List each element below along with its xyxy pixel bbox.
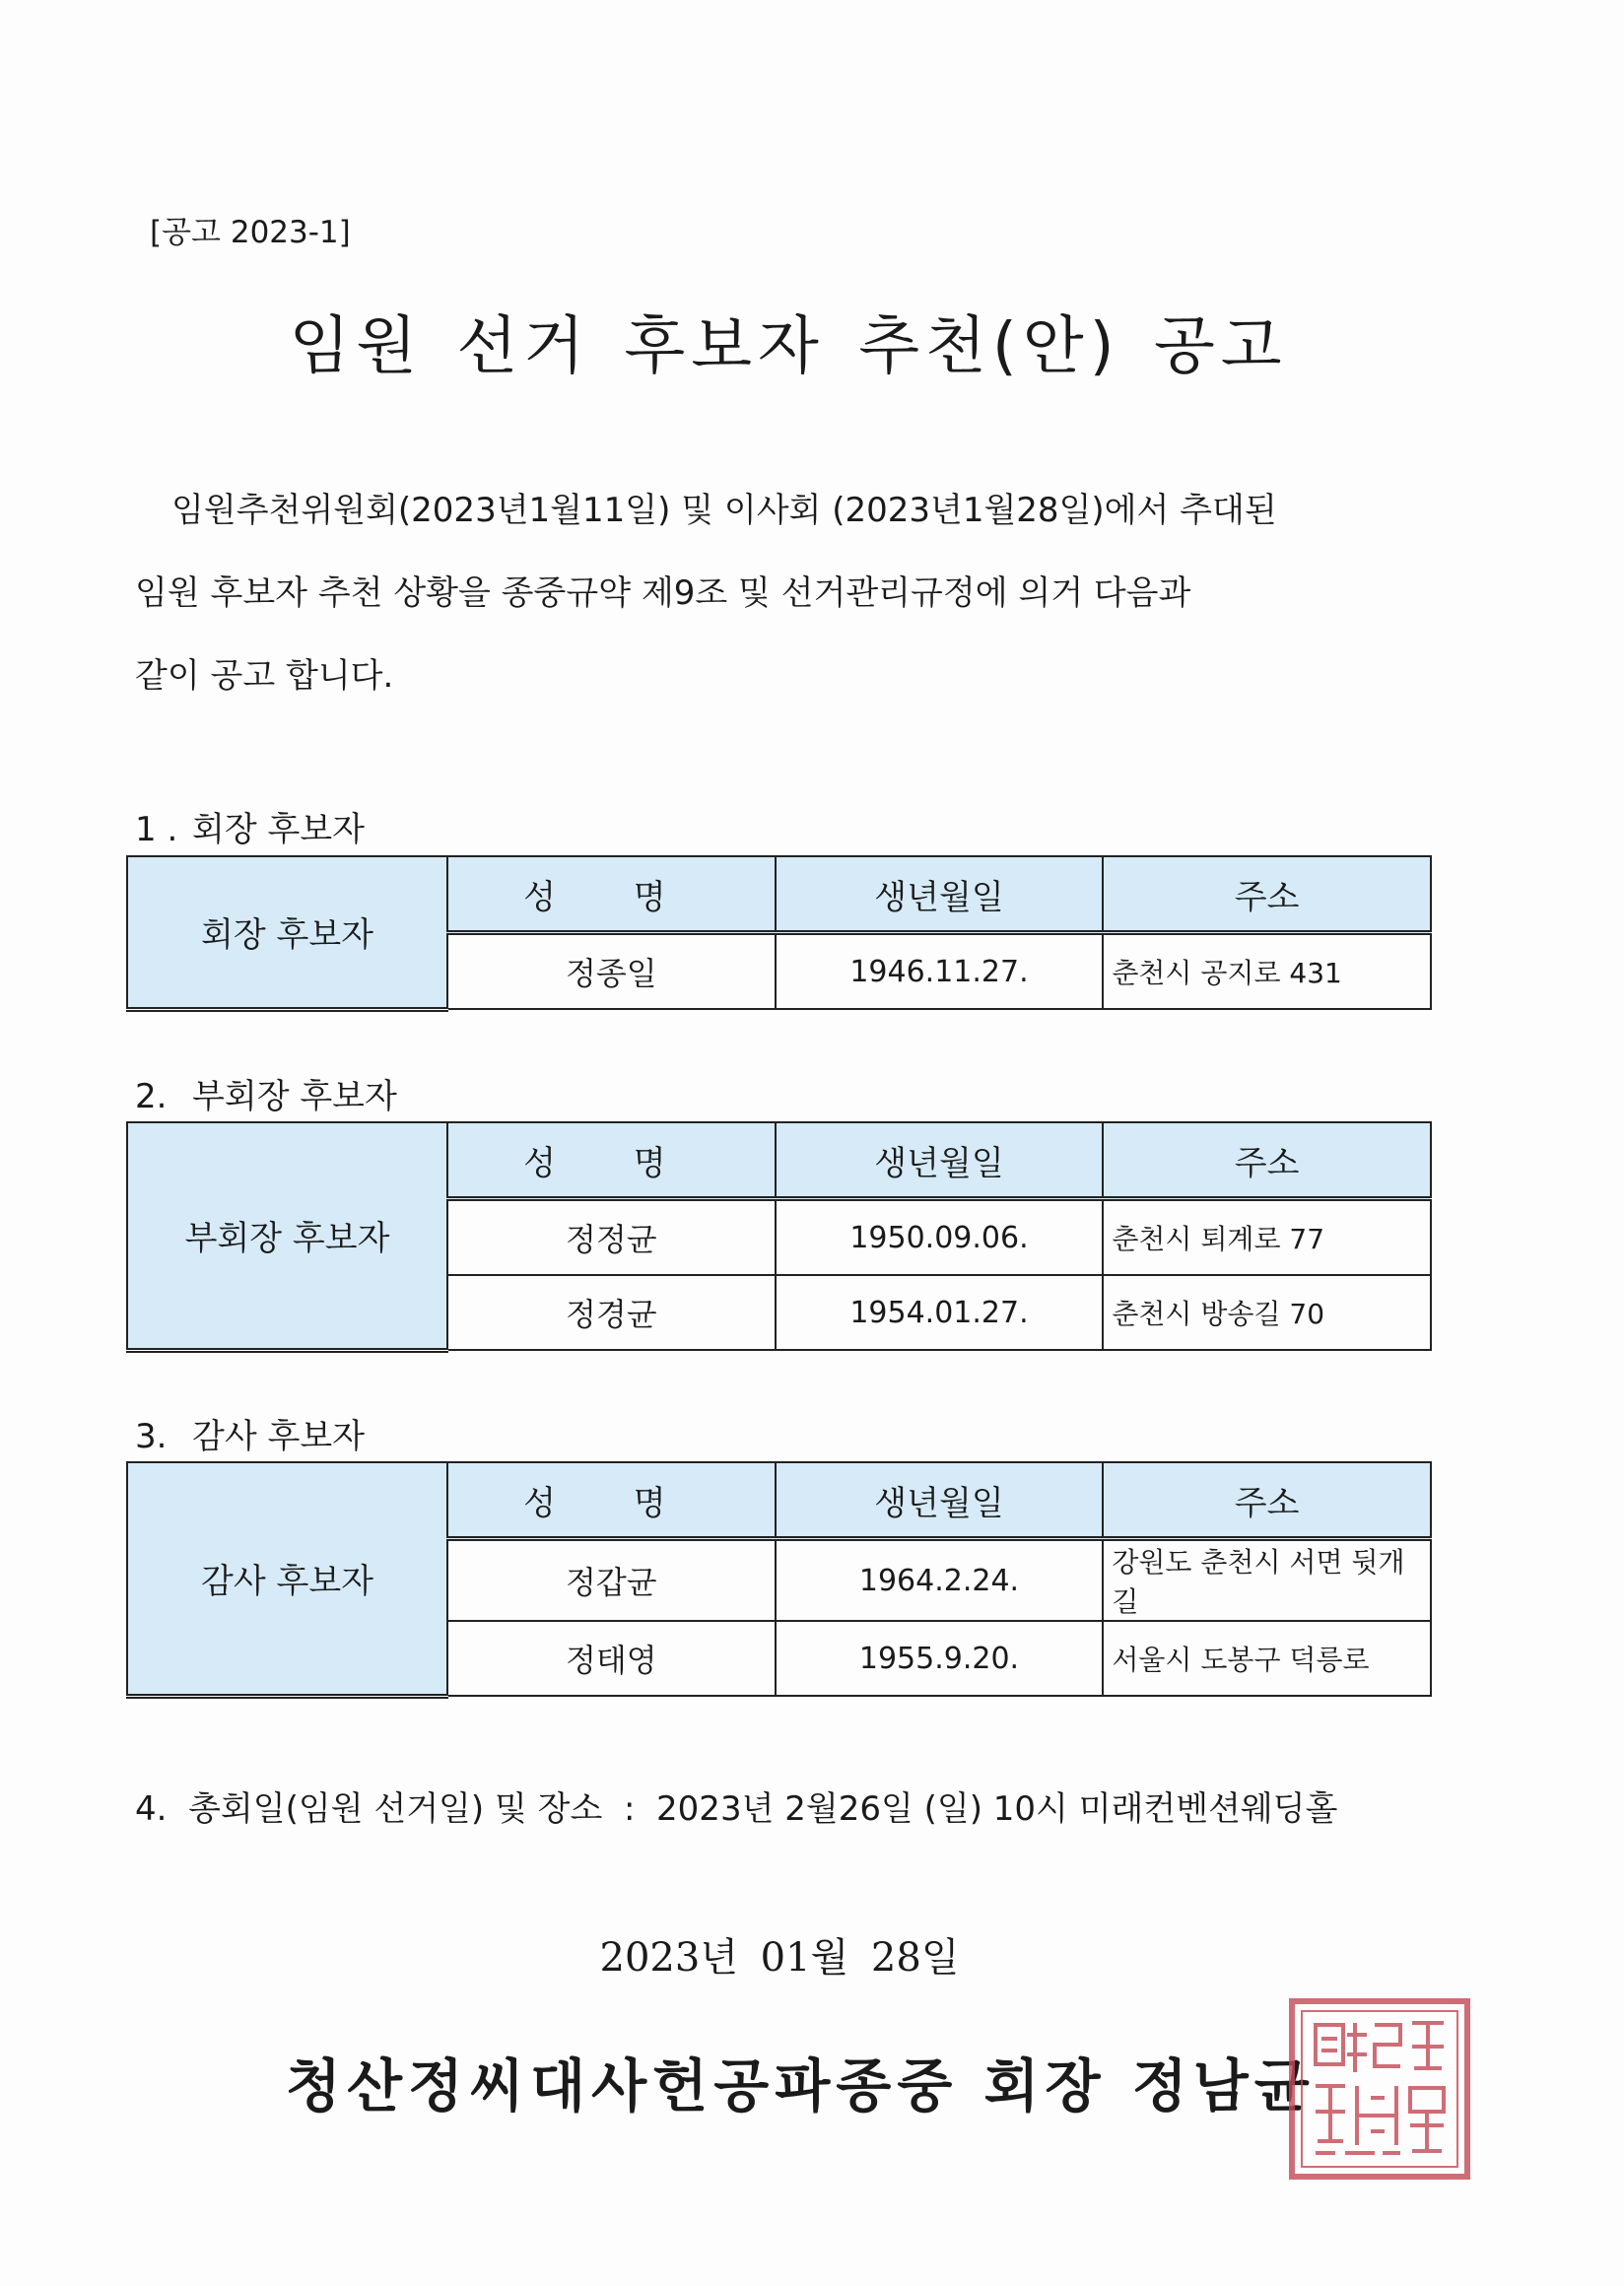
- candidate-address: 강원도 춘천시 서면 뒷개길: [1103, 1539, 1431, 1622]
- name-column-header: 성 명: [447, 1122, 776, 1199]
- section-title: 회장 후보자: [192, 810, 366, 849]
- candidate-birth: 1964.2.24.: [776, 1539, 1104, 1622]
- candidate-address: 춘천시 공지로 431: [1103, 933, 1431, 1010]
- section-heading-president: [135, 802, 365, 850]
- name-column-header: 성 명: [447, 1462, 776, 1539]
- intro-line: 같이 공고 합니다.: [135, 656, 394, 696]
- section-heading-auditor: [135, 1409, 365, 1457]
- candidate-birth: 1955.9.20.: [776, 1621, 1104, 1696]
- birth-column-header: 생년월일: [776, 1122, 1104, 1199]
- candidate-name: 정경균: [447, 1275, 776, 1350]
- issue-date: 2023년 01월 28일: [599, 1935, 960, 1981]
- auditor-candidate-table: [126, 1461, 1432, 1699]
- section-number: 3.: [135, 1417, 168, 1456]
- candidate-name: 정갑균: [447, 1539, 776, 1622]
- role-cell: 감사 후보자: [127, 1462, 447, 1696]
- role-cell: 회장 후보자: [127, 856, 447, 1009]
- intro-line: 임원 후보자 추천 상황을 종중규약 제9조 및 선거관리규정에 의거 다음과: [135, 573, 1191, 613]
- table-header-row: [127, 1462, 1431, 1539]
- table-header-row: [127, 1122, 1431, 1199]
- president-candidate-table: [126, 855, 1432, 1012]
- signature-line: 청산정씨대사헌공파종중 회장 정남균: [286, 2052, 1316, 2119]
- birth-column-header: 생년월일: [776, 1462, 1104, 1539]
- meeting-value: 2023년 2월26일 (일) 10시 미래컨벤션웨딩홀: [656, 1789, 1338, 1829]
- section-number: 2.: [135, 1077, 168, 1116]
- address-column-header: 주소: [1103, 1122, 1431, 1199]
- document-title: 임원 선거 후보자 추천(안) 공고: [289, 310, 1288, 383]
- intro-line: 임원추천위원회(2023년1월11일) 및 이사회 (2023년1월28일)에서 추대된: [171, 491, 1277, 530]
- candidate-name: 정태영: [447, 1621, 776, 1696]
- meeting-info: [135, 1782, 1337, 1830]
- candidate-address: 춘천시 퇴계로 77: [1103, 1199, 1431, 1276]
- role-cell: 부회장 후보자: [127, 1122, 447, 1350]
- section-title: 감사 후보자: [192, 1417, 366, 1456]
- intro-paragraph: [135, 489, 1436, 737]
- vice-president-candidate-table: [126, 1121, 1432, 1353]
- meeting-label: 총회일(임원 선거일) 및 장소: [188, 1789, 603, 1829]
- meeting-number: 4.: [135, 1789, 168, 1829]
- meeting-separator: :: [623, 1789, 636, 1829]
- address-column-header: 주소: [1103, 1462, 1431, 1539]
- section-title: 부회장 후보자: [192, 1077, 397, 1116]
- candidate-birth: 1954.01.27.: [776, 1275, 1104, 1350]
- address-column-header: 주소: [1103, 856, 1431, 933]
- table-header-row: [127, 856, 1431, 933]
- seal-stamp-icon: [1286, 1995, 1473, 2183]
- candidate-address: 서울시 도봉구 덕릉로: [1103, 1621, 1431, 1696]
- candidate-address: 춘천시 방송길 70: [1103, 1275, 1431, 1350]
- document-number: [공고 2023-1]: [150, 215, 351, 250]
- section-number: 1 .: [135, 810, 178, 849]
- candidate-name: 정종일: [447, 933, 776, 1010]
- name-column-header: 성 명: [447, 856, 776, 933]
- birth-column-header: 생년월일: [776, 856, 1104, 933]
- candidate-name: 정정균: [447, 1199, 776, 1276]
- candidate-birth: 1950.09.06.: [776, 1199, 1104, 1276]
- section-heading-vice-president: [135, 1069, 397, 1117]
- candidate-birth: 1946.11.27.: [776, 933, 1104, 1010]
